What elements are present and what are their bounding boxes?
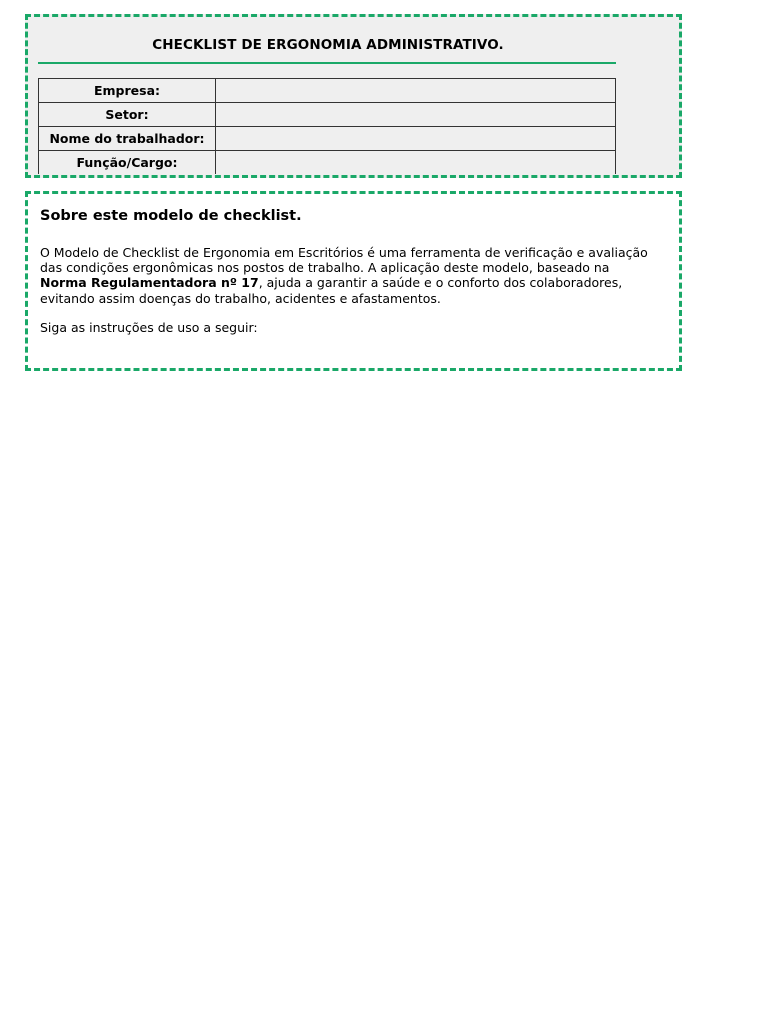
nome-trabalhador-field[interactable] — [216, 127, 616, 151]
setor-label: Setor: — [39, 103, 216, 127]
page-title: CHECKLIST DE ERGONOMIA ADMINISTRATIVO. — [152, 37, 504, 53]
nome-trabalhador-label: Nome do trabalhador: — [39, 127, 216, 151]
title-divider — [38, 62, 616, 64]
description-text-start: O Modelo de Checklist de Ergonomia em Escritórios é uma ferramenta de verificação e avaliação das condições ergonômicas nos postos de trabalho. A aplicação deste modelo, baseado na — [40, 245, 648, 276]
about-title: Sobre este modelo de checklist. — [40, 208, 302, 224]
empresa-field[interactable] — [216, 79, 616, 103]
description-text-end: , ajuda a garantir a saúde e o conforto dos colaboradores, evitando assim doenças do trabalho, acidentes e afastamentos. — [40, 275, 623, 306]
form-row-nome-trabalhador — [39, 127, 616, 151]
empresa-label: Empresa: — [39, 79, 216, 103]
instructions-intro: Siga as instruções de uso a seguir: — [40, 319, 258, 335]
form-row-empresa — [39, 79, 616, 103]
setor-field[interactable] — [216, 103, 616, 127]
funcao-cargo-field[interactable] — [216, 151, 616, 175]
norma-reference: Norma Regulamentadora nº 17 — [40, 275, 259, 291]
checklist-header-panel — [25, 14, 682, 178]
form-row-setor — [39, 103, 616, 127]
form-row-funcao-cargo — [39, 151, 616, 175]
about-template-panel — [25, 191, 682, 371]
funcao-cargo-label: Função/Cargo: — [39, 151, 216, 175]
description-paragraph — [40, 245, 660, 306]
about-description — [40, 245, 660, 335]
info-form-table — [38, 78, 616, 174]
